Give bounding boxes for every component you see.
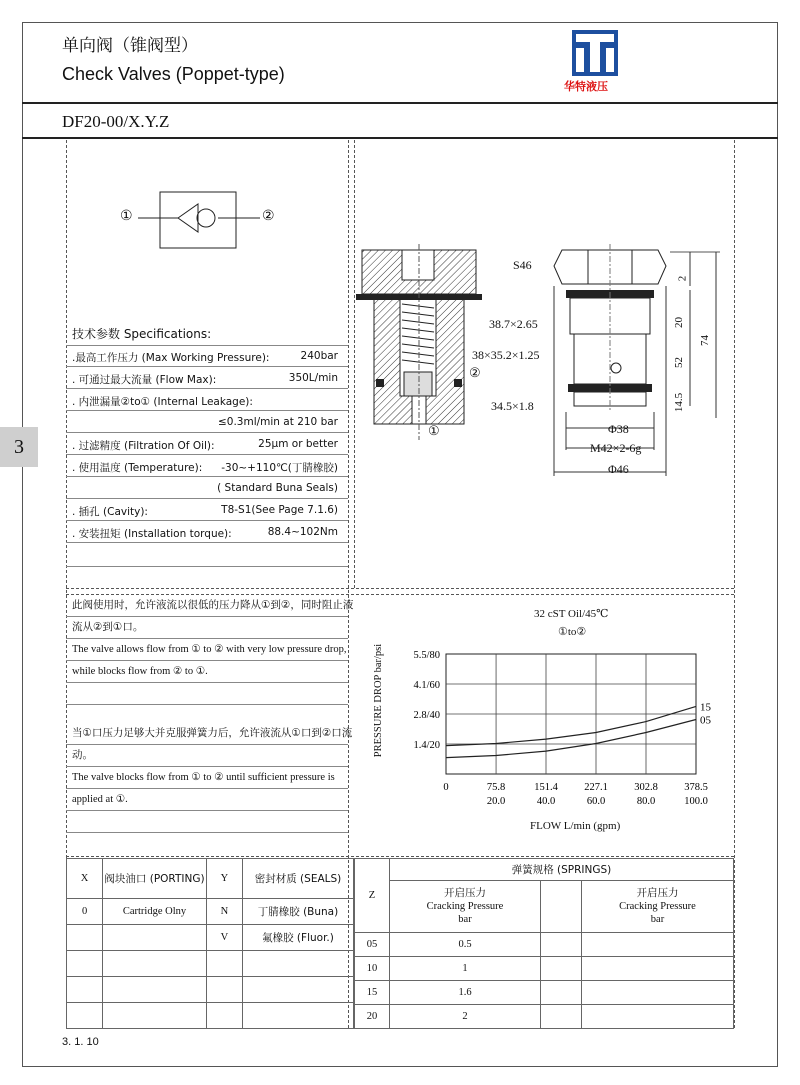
x-tick-label-gpm: 80.0 bbox=[636, 796, 656, 807]
x-tick-label-lpm: 227.1 bbox=[584, 782, 608, 793]
spec-value: 350L/min bbox=[288, 372, 338, 384]
spec-rule bbox=[66, 566, 348, 567]
dim-h-20: 20 bbox=[673, 317, 685, 328]
options-table bbox=[66, 858, 354, 1029]
col-y-header: Y bbox=[206, 859, 242, 899]
table-cell: 10 bbox=[355, 957, 390, 981]
table-cell: 1.6 bbox=[390, 981, 541, 1005]
desc-p1-en-2: while blocks flow from ② to ①. bbox=[72, 666, 208, 677]
header-divider bbox=[22, 102, 778, 104]
section-tab[interactable]: 3 bbox=[0, 427, 38, 467]
table-cell bbox=[206, 977, 242, 1003]
table-cell bbox=[103, 925, 207, 951]
col-porting-header: 阀块油口 (PORTING) bbox=[103, 859, 207, 899]
chart-ylabel: PRESSURE DROP bar/psi bbox=[373, 643, 385, 758]
table-cell bbox=[103, 951, 207, 977]
cp-cn: 开启压力 bbox=[444, 887, 486, 899]
spec-value: T8-S1(See Page 7.1.6) bbox=[221, 504, 338, 516]
x-tick-label-lpm: 151.4 bbox=[534, 782, 558, 793]
dim-h-2: 2 bbox=[676, 275, 689, 282]
grid-mid2 bbox=[354, 140, 355, 588]
table-cell: 1 bbox=[390, 957, 541, 981]
spec-label: . 过滤精度 (Filtration Of Oil): bbox=[72, 440, 215, 452]
chart-xlabel: FLOW L/min (gpm) bbox=[530, 820, 621, 832]
desc-rule bbox=[66, 682, 348, 683]
col-seals-header: 密封材质 (SEALS) bbox=[242, 859, 353, 899]
spec-rule bbox=[66, 454, 348, 455]
table-cell: 05 bbox=[355, 933, 390, 957]
cross-section-drawing bbox=[356, 244, 486, 444]
spec-rule bbox=[66, 542, 348, 543]
table-cell bbox=[242, 977, 353, 1003]
dim-thread-1: 38.7×2.65 bbox=[489, 317, 538, 331]
x-tick-label-lpm: 378.5 bbox=[684, 782, 708, 793]
section-port-1: ① bbox=[428, 423, 440, 438]
table-cell: Cartridge Olny bbox=[103, 899, 207, 925]
desc-rule bbox=[66, 832, 348, 833]
y-tick-label: 2.8/40 bbox=[413, 710, 440, 721]
series-line-05 bbox=[446, 720, 696, 758]
table-cell bbox=[541, 957, 582, 981]
cp-en-2: Cracking Pressure bbox=[619, 901, 696, 912]
x-tick-label-gpm: 20.0 bbox=[486, 796, 506, 807]
model-code: DF20-00/X.Y.Z bbox=[62, 112, 170, 131]
table-cell bbox=[67, 977, 103, 1003]
spec-rule bbox=[66, 498, 348, 499]
x-tick-label-gpm: 40.0 bbox=[536, 796, 556, 807]
grid-hmid bbox=[66, 588, 734, 589]
model-divider bbox=[22, 137, 778, 139]
chart-subtitle: ①to② bbox=[558, 626, 587, 638]
logo-text: 华特液压 bbox=[564, 80, 608, 93]
desc-rule bbox=[66, 810, 348, 811]
chart-title: 32 cST Oil/45℃ bbox=[534, 608, 609, 620]
table-cell bbox=[582, 981, 734, 1005]
table-cell bbox=[582, 933, 734, 957]
cracking-pressure-header bbox=[390, 881, 541, 933]
title-cn: 单向阀（锥阀型） bbox=[62, 36, 198, 56]
spec-label: . 内泄漏量②to① (Internal Leakage): bbox=[72, 396, 253, 408]
desc-p2-cn-2: 动。 bbox=[72, 749, 93, 761]
table-cell bbox=[242, 951, 353, 977]
desc-rule bbox=[66, 616, 348, 617]
spec-label: . 插孔 (Cavity): bbox=[72, 506, 148, 518]
table-cell: 0 bbox=[67, 899, 103, 925]
desc-p1-cn-2: 流从②到①口。 bbox=[72, 621, 144, 633]
col-z-header: Z bbox=[355, 859, 390, 933]
table-cell bbox=[67, 951, 103, 977]
dim-h-14-5: 14.5 bbox=[673, 392, 686, 413]
x-tick-label-gpm: 60.0 bbox=[586, 796, 606, 807]
table-cell: V bbox=[206, 925, 242, 951]
spec-value: ≤0.3ml/min at 210 bar bbox=[217, 416, 338, 428]
table-cell: 氟橡胶 (Fluor.) bbox=[242, 925, 353, 951]
section-view bbox=[356, 244, 486, 444]
spec-value: 240bar bbox=[300, 350, 338, 362]
springs-title: 弹簧规格 (SPRINGS) bbox=[390, 859, 734, 881]
table-cell: N bbox=[206, 899, 242, 925]
company-logo bbox=[566, 28, 624, 98]
spec-label: . 安装扭矩 (Installation torque): bbox=[72, 528, 232, 540]
desc-rule bbox=[66, 704, 348, 705]
col-x-header: X bbox=[67, 859, 103, 899]
grid-hlow bbox=[66, 856, 734, 857]
grid-right bbox=[734, 140, 735, 1028]
hydraulic-symbol bbox=[118, 190, 288, 250]
spec-rule bbox=[66, 366, 348, 367]
spec-value: -30~+110℃(丁腈橡胶) bbox=[221, 462, 338, 474]
x-tick-label-lpm: 75.8 bbox=[486, 782, 506, 793]
spec-label: . 使用温度 (Temperature): bbox=[72, 462, 203, 474]
springs-table bbox=[354, 858, 734, 1029]
desc-rule bbox=[66, 638, 348, 639]
table-cell: 0.5 bbox=[390, 933, 541, 957]
cp-unit: bar bbox=[458, 914, 472, 925]
table-cell bbox=[582, 1005, 734, 1029]
spec-rule bbox=[66, 410, 348, 411]
table-cell bbox=[541, 881, 582, 933]
spec-value: ( Standard Buna Seals) bbox=[217, 482, 338, 494]
table-cell bbox=[206, 951, 242, 977]
cp-en: Cracking Pressure bbox=[426, 901, 504, 912]
table-cell bbox=[541, 933, 582, 957]
pressure-drop-chart bbox=[360, 640, 730, 820]
table-cell: 丁腈橡胶 (Buna) bbox=[242, 899, 353, 925]
table-cell bbox=[67, 925, 103, 951]
y-tick-label: 5.5/80 bbox=[413, 650, 440, 661]
dim-h-52: 52 bbox=[673, 357, 685, 368]
title-en: Check Valves (Poppet-type) bbox=[62, 64, 285, 84]
symbol-port-2: ② bbox=[262, 209, 275, 224]
dim-diameter-38: Φ38 bbox=[608, 422, 629, 436]
dim-hex: S46 bbox=[513, 258, 532, 272]
dim-thread-2: 38×35.2×1.25 bbox=[472, 348, 540, 362]
dim-thread-m42: M42×2-6g bbox=[590, 441, 642, 455]
dim-diameter-46: Φ46 bbox=[608, 462, 629, 476]
specs-heading: 技术参数 Specifications: bbox=[72, 327, 212, 341]
table-cell bbox=[582, 957, 734, 981]
spec-label: . 可通过最大流量 (Flow Max): bbox=[72, 374, 217, 386]
table-cell bbox=[103, 1003, 207, 1029]
cp-cn-2: 开启压力 bbox=[636, 887, 679, 899]
section-port-2: ② bbox=[469, 365, 481, 380]
desc-p1-cn-1: 此阀使用时，允许液流以很低的压力降从①到②，同时阻止液 bbox=[72, 599, 354, 611]
table-cell bbox=[67, 1003, 103, 1029]
x-tick-label-gpm: 100.0 bbox=[684, 796, 708, 807]
desc-rule bbox=[66, 766, 348, 767]
table-cell bbox=[541, 981, 582, 1005]
dim-h-total: 74 bbox=[699, 335, 711, 346]
table-cell bbox=[103, 977, 207, 1003]
cp-unit-2: bar bbox=[650, 914, 665, 925]
desc-p1-en-1: The valve allows flow from ① to ② with very low pressure drop, bbox=[72, 644, 347, 655]
spec-rule bbox=[66, 432, 348, 433]
dim-thread-3: 34.5×1.8 bbox=[491, 399, 534, 413]
spec-value: 88.4~102Nm bbox=[267, 526, 338, 538]
desc-p2-en-2: applied at ①. bbox=[72, 794, 128, 805]
spec-rule bbox=[66, 520, 348, 521]
desc-p2-en-1: The valve blocks flow from ① to ② until sufficient pressure is bbox=[72, 772, 335, 783]
series-label-05: 05 bbox=[700, 714, 711, 727]
table-cell bbox=[541, 1005, 582, 1029]
y-tick-label: 4.1/60 bbox=[413, 680, 440, 691]
symbol-port-1: ① bbox=[120, 209, 133, 224]
series-label-15: 15 bbox=[700, 701, 711, 714]
table-cell bbox=[242, 1003, 353, 1029]
spec-value: 25μm or better bbox=[258, 438, 338, 450]
desc-rule bbox=[66, 788, 348, 789]
x-tick-label-lpm: 0 bbox=[443, 782, 449, 793]
page-number: 3. 1. 10 bbox=[62, 1036, 99, 1048]
spec-rule bbox=[66, 345, 348, 346]
spec-rule bbox=[66, 476, 348, 477]
desc-p2-cn-1: 当①口压力足够大并克服弹簧力后，允许液流从①口到②口流 bbox=[72, 727, 353, 739]
desc-rule bbox=[66, 660, 348, 661]
series-line-15 bbox=[446, 706, 696, 745]
table-cell: 2 bbox=[390, 1005, 541, 1029]
table-cell: 15 bbox=[355, 981, 390, 1005]
grid-hmid2 bbox=[66, 594, 734, 595]
table-cell: 20 bbox=[355, 1005, 390, 1029]
spec-label: .最高工作压力 (Max Working Pressure): bbox=[72, 352, 270, 364]
cracking-pressure-header-2 bbox=[582, 881, 734, 933]
x-tick-label-lpm: 302.8 bbox=[634, 782, 658, 793]
table-cell bbox=[206, 1003, 242, 1029]
y-tick-label: 1.4/20 bbox=[413, 740, 440, 751]
desc-rule bbox=[66, 744, 348, 745]
spec-rule bbox=[66, 388, 348, 389]
